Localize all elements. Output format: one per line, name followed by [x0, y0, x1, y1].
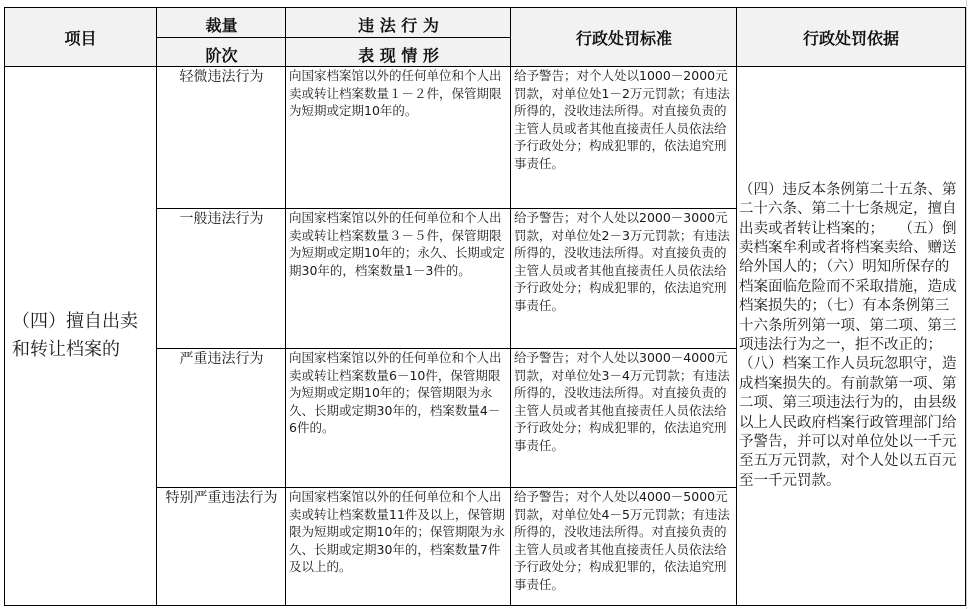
table-border — [4, 66, 966, 67]
row-2-standard: 给予警告；对个人处以2000－3000元罚款，对单位处2－3万元罚款；有违法所得的，没收违法所得。对直接负责的主管人员或者其他直接责任人员依法给予行政处分；构成犯罪的，依法追究刑事责任。 — [514, 210, 730, 313]
item-cell — [4, 66, 157, 606]
table-border — [4, 7, 5, 606]
header-level-bottom: 阶次 — [205, 46, 238, 65]
sheet-gridline — [966, 0, 967, 609]
basis-text: （四）违反本条例第二十五条、第二十六条、第二十七条规定，擅自出卖或者转让档案的； （五）倒卖档案牟利或者将档案卖给、赠送给外国人的；（六）明知所保存的档案面临危险而不采取措施，造成档案损失的；（七）有本条例第三十六条所列第一项、第二项、第三项违法行为之一，拒不改正的；（八）档案工作人员玩忽职守，造成档案损失的。有前款第一项、第二项、第三项违法行为的，由县级以上人民政府档案行政管理部门给予警告，并可以对单位处以一千元至五万元罚款，对个人处以五百元至一千元罚款。 — [739, 181, 957, 489]
table-border — [157, 208, 737, 209]
row-3-standard: 给予警告；对个人处以3000－4000元罚款，对单位处3－4万元罚款；有违法所得的，没收违法所得。对直接负责的主管人员或者其他直接责任人员依法给予行政处分；构成犯罪的，依法追究刑事责任。 — [514, 350, 730, 453]
row-4-level: 特别严重违法行为 — [165, 490, 278, 506]
row-2-behavior: 向国家档案馆以外的任何单位和个人出卖或转让档案数量３－５件，保管期限为短期或定期10年的；永久、长期或定期30年的，档案数量1－3件的。 — [289, 210, 505, 278]
header-behavior-top: 违 法 行 为 — [358, 16, 439, 35]
table-border — [157, 348, 737, 349]
row-4-standard: 给予警告；对个人处以4000－5000元罚款，对单位处4－5万元罚款；有违法所得的，没收违法所得。对直接负责的主管人员或者其他直接责任人员依法给予行政处分；构成犯罪的，依法追究刑事责任。 — [514, 489, 730, 592]
row-1-level: 轻微违法行为 — [179, 69, 264, 85]
row-3-behavior: 向国家档案馆以外的任何单位和个人出卖或转让档案数量6－10件，保管期限为短期或定期10年的；保管期限为永久、长期或定期30年的，档案数量4－6件的。 — [289, 350, 502, 436]
row-1-behavior: 向国家档案馆以外的任何单位和个人出卖或转让档案数量１－２件，保管期限为短期或定期10年的。 — [289, 68, 502, 119]
table-border — [965, 7, 966, 606]
table-border — [286, 37, 511, 38]
item-name: （四）擅自出卖和转让档案的 — [12, 311, 138, 360]
table-border — [510, 7, 511, 606]
table-border — [4, 7, 966, 8]
row-1-standard: 给予警告；对个人处以1000－2000元罚款，对单位处1－2万元罚款；有违法所得的，没收违法所得。对直接负责的主管人员或者其他直接责任人员依法给予行政处分；构成犯罪的，依法追究刑事责任。 — [514, 68, 730, 171]
row-2-level: 一般违法行为 — [179, 211, 264, 227]
table-border — [157, 37, 286, 38]
header-basis-label: 行政处罚依据 — [802, 28, 899, 48]
basis-cell — [737, 66, 965, 606]
table-border — [156, 7, 157, 606]
header-behavior-bottom: 表 现 情 形 — [358, 46, 439, 65]
row-3-level: 严重违法行为 — [179, 351, 264, 367]
table-border — [4, 605, 966, 606]
row-4-behavior: 向国家档案馆以外的任何单位和个人出卖或转让档案数量11件及以上，保管期限为短期或定期10年的；保管期限为永久、长期或定期30年的，档案数量7件及以上的。 — [289, 489, 505, 575]
table-border — [736, 7, 737, 606]
header-standard — [511, 8, 737, 66]
header-level-top: 裁量 — [205, 16, 238, 35]
header-item — [4, 8, 157, 66]
header-standard-label: 行政处罚标准 — [575, 28, 672, 48]
table-border — [157, 487, 737, 488]
header-item-label: 项目 — [64, 28, 97, 48]
header-basis — [737, 8, 965, 66]
table-border — [285, 7, 286, 606]
